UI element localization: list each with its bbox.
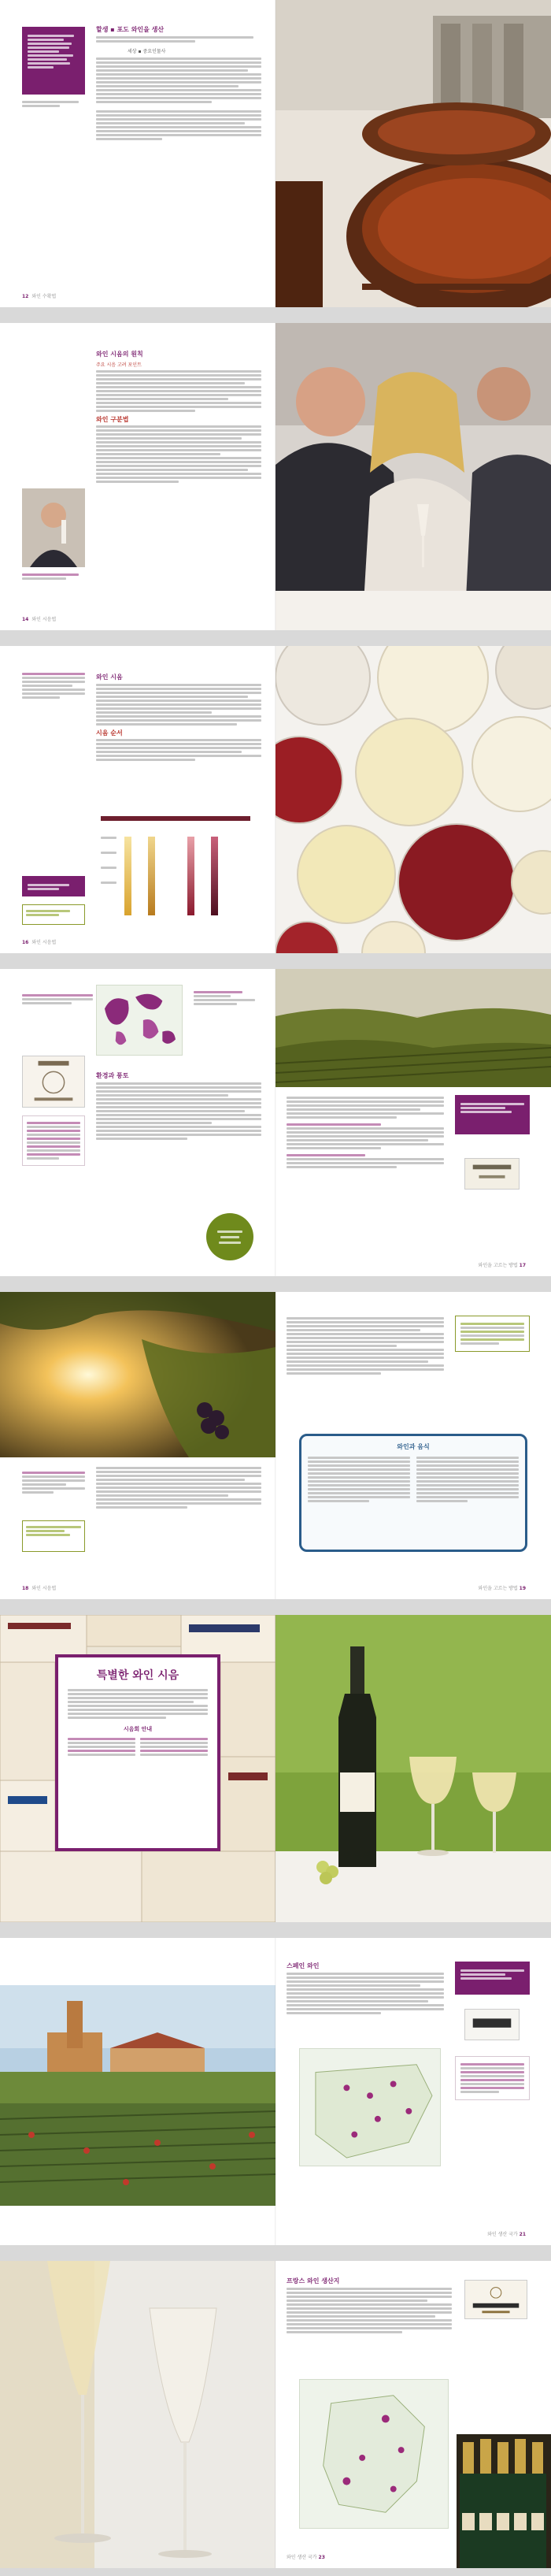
article-body xyxy=(96,1465,261,1510)
right-article xyxy=(287,1962,444,2016)
spread-4 xyxy=(0,969,551,1276)
bottles-photo xyxy=(457,2434,551,2568)
article-body xyxy=(96,350,261,484)
callout-circle xyxy=(206,1213,253,1260)
heading: 와인 시음의 원칙 xyxy=(96,351,143,358)
chart-bar xyxy=(124,837,131,915)
map-icon xyxy=(300,2049,440,2166)
page-number-left: 16 와인 시음법 xyxy=(22,940,57,945)
heading: 할생 ▪ 포도 와인을 생산 xyxy=(96,26,165,33)
page-number-left: 18 와인 시음법 xyxy=(22,1586,57,1591)
wine-label-small xyxy=(464,1158,520,1190)
sidebar-box xyxy=(22,27,85,95)
spanish-town-photo xyxy=(0,1985,276,2206)
barrel-photo xyxy=(276,0,551,307)
map-legend xyxy=(189,985,260,1056)
pairing-box xyxy=(299,1434,527,1552)
tip-box xyxy=(455,1962,530,1995)
page-number-right: 와인을 고르는 방법 17 xyxy=(478,1263,526,1268)
sommelier-photo xyxy=(22,488,85,567)
map-icon xyxy=(97,985,182,1055)
subheading: 주요 시음 고려 포인트 xyxy=(96,362,142,368)
vineyard-photo xyxy=(276,969,551,1087)
wine-glasses-photo xyxy=(276,646,551,953)
feature-title: 특별한 와인 시음 xyxy=(96,1669,179,1682)
feature-box xyxy=(55,1654,220,1851)
chart-bar xyxy=(187,837,194,915)
wine-label xyxy=(22,1056,85,1108)
heading: 와인 시음 xyxy=(96,674,123,681)
spread-6 xyxy=(0,1615,551,1922)
side-box xyxy=(455,1316,530,1352)
heading: 스페인 와인 xyxy=(287,1962,320,1969)
right-article xyxy=(287,1316,444,1376)
spain-map xyxy=(299,2048,441,2166)
chart-bar xyxy=(148,837,155,915)
wine-label-small xyxy=(464,2009,520,2040)
map-icon xyxy=(300,2380,448,2528)
color-chart xyxy=(101,816,250,934)
champagne-label xyxy=(464,2280,527,2319)
page-number-right: 와인 생산 국가 23 xyxy=(287,2555,325,2560)
heading: 환경과 풍토 xyxy=(96,1072,129,1079)
world-map xyxy=(96,985,183,1056)
note-box xyxy=(22,1520,85,1552)
heading: 프랑스 와인 생산지 xyxy=(287,2277,340,2285)
france-map xyxy=(299,2379,449,2529)
white-wine-photo xyxy=(276,1615,551,1922)
photo-caption xyxy=(22,572,85,581)
spread-3 xyxy=(0,646,551,953)
spread-7 xyxy=(0,1938,551,2245)
note-box xyxy=(22,904,85,925)
chart-bar xyxy=(211,837,218,915)
champagne-glasses-photo xyxy=(0,2261,276,2568)
page-number-left: 12 와인 수확법 xyxy=(22,294,57,299)
side-notes xyxy=(22,1470,85,1495)
spread-8 xyxy=(0,2261,551,2568)
box-title: 와인과 음식 xyxy=(397,1443,430,1450)
right-article xyxy=(287,1095,444,1170)
side-notes xyxy=(22,99,85,109)
bottle-icon xyxy=(276,1615,551,1922)
region-list xyxy=(455,2056,530,2100)
right-article xyxy=(287,2277,452,2335)
article-body xyxy=(96,25,261,142)
vineyard-icon xyxy=(276,969,551,1087)
page-number-left: 14 와인 시음법 xyxy=(22,617,57,622)
article-body xyxy=(96,673,261,763)
page-number-right: 와인 생산 국가 21 xyxy=(487,2232,526,2237)
bottle-icon xyxy=(457,2434,551,2568)
spread-5 xyxy=(0,1292,551,1599)
sunset-vine-photo xyxy=(0,1292,276,1457)
spread-2 xyxy=(0,323,551,630)
tasting-photo xyxy=(276,323,551,630)
subheading: 시음 순서 xyxy=(96,729,123,737)
tip-box xyxy=(455,1095,530,1134)
feature-subtitle: 시음회 안내 xyxy=(123,1726,153,1732)
subheading-2: 와인 구분법 xyxy=(96,416,129,423)
article-body xyxy=(96,1071,261,1141)
tip-box xyxy=(22,876,85,896)
barrel-icon xyxy=(276,0,551,307)
page-number-right: 와인을 고르는 방법 19 xyxy=(478,1586,526,1591)
wine-glass-icon xyxy=(276,646,551,953)
region-list xyxy=(22,1115,85,1166)
subheading: 세상 ▪ 중요인물사 xyxy=(128,49,166,54)
side-notes xyxy=(22,993,93,1006)
side-notes xyxy=(22,671,85,700)
spread-1 xyxy=(0,0,551,307)
